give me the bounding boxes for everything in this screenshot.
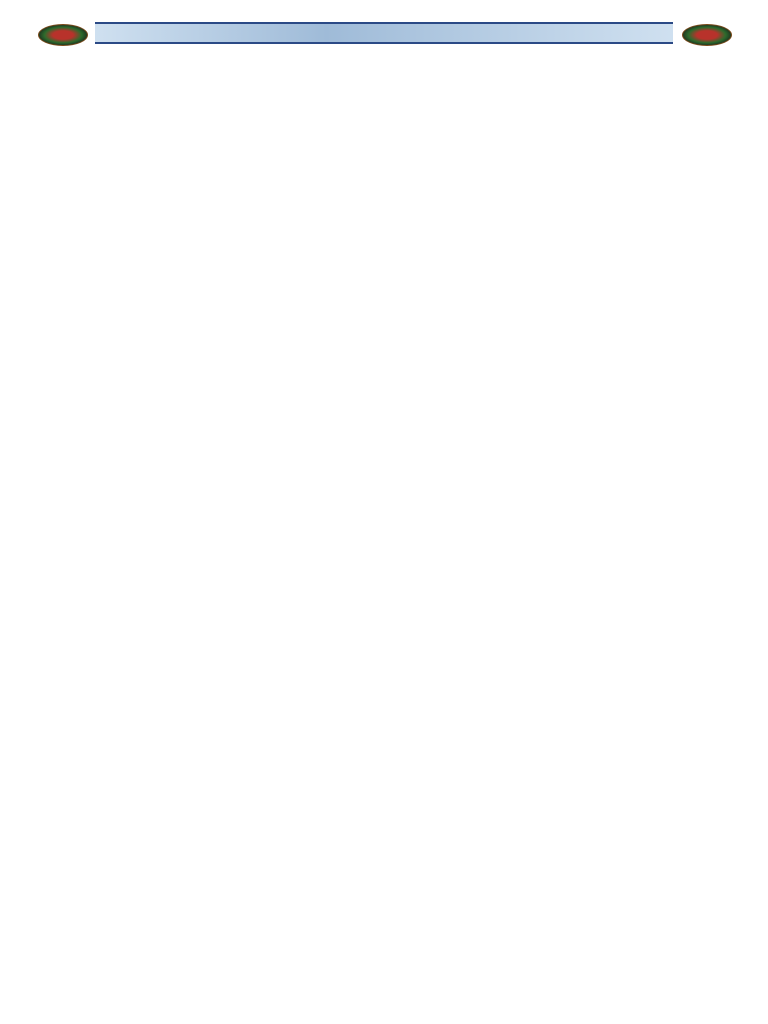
institute-logo-icon (682, 24, 732, 46)
coat-of-arms-left-icon (38, 24, 88, 46)
watermark (118, 60, 542, 484)
letterhead (0, 22, 768, 44)
letterhead-band (95, 22, 673, 44)
